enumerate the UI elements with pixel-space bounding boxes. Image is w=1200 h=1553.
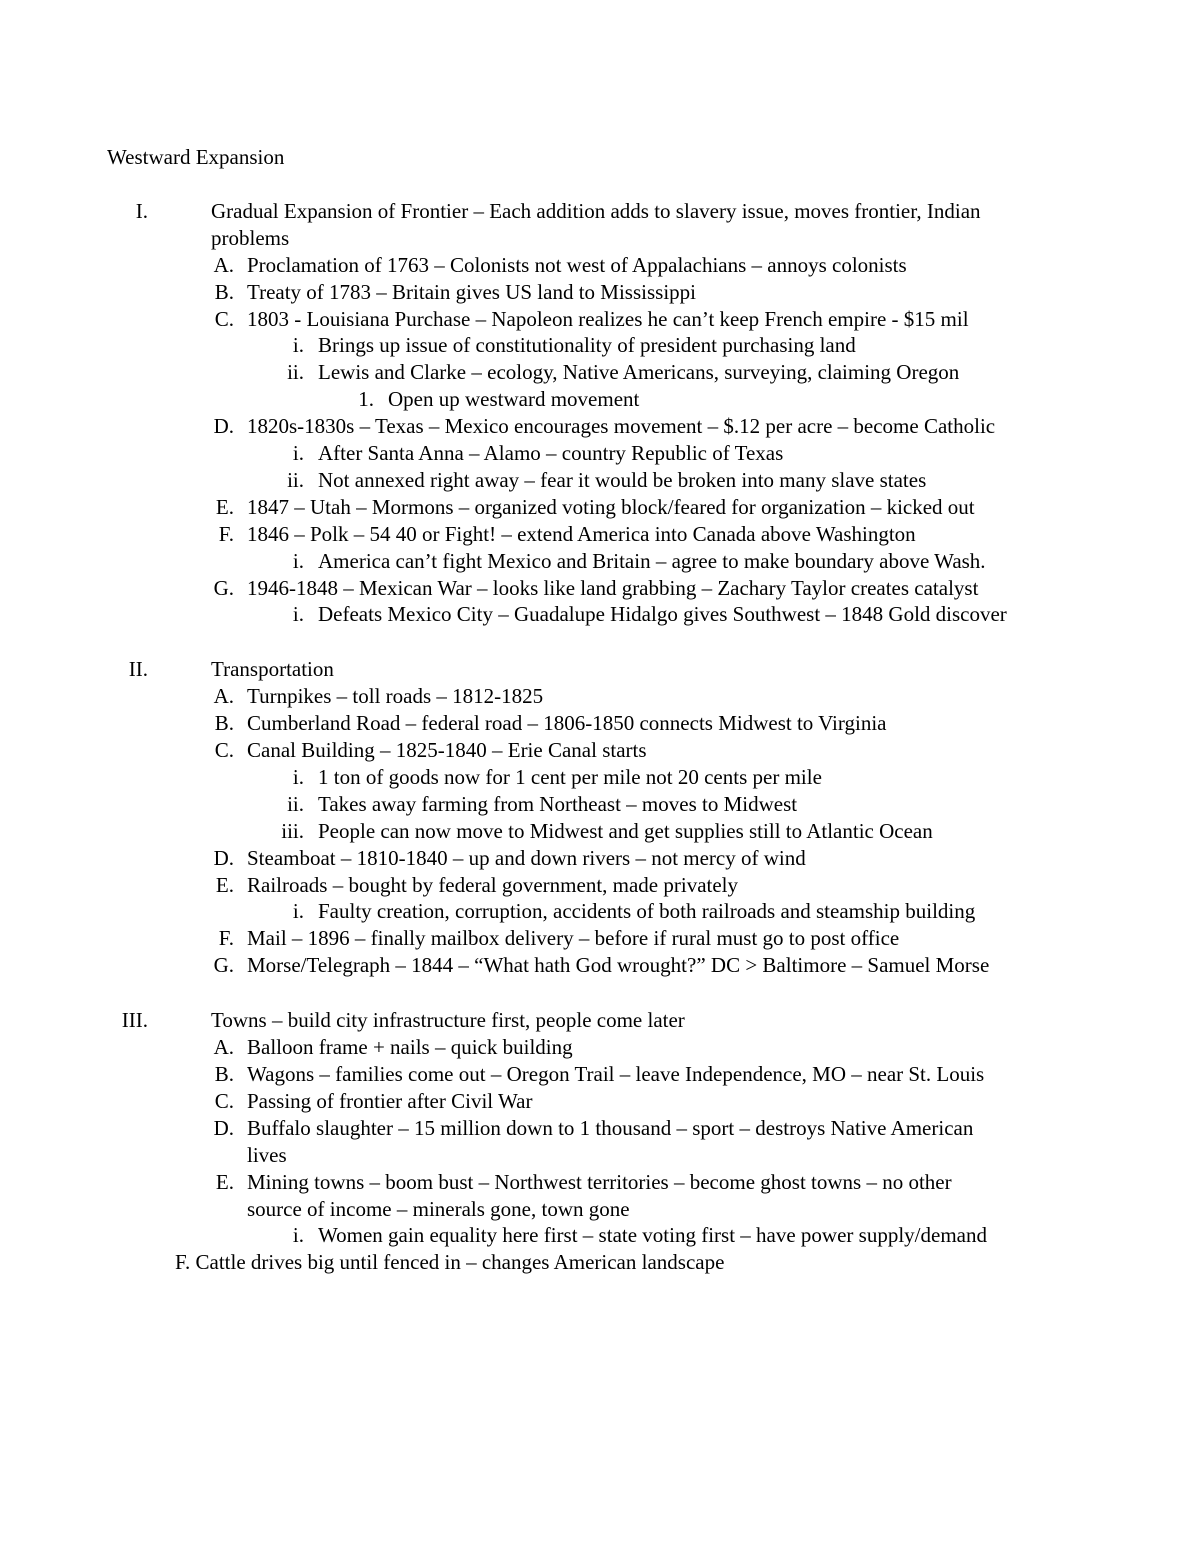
item-text: Canal Building – 1825-1840 – Erie Canal starts xyxy=(247,738,647,762)
item-marker: D. xyxy=(213,846,234,870)
subitem-text: 1 ton of goods now for 1 cent per mile not 20 cents per mile xyxy=(318,765,822,789)
item-text: Balloon frame + nails – quick building xyxy=(247,1035,573,1059)
item-text: Buffalo slaughter – 15 million down to 1 thousand – sport – destroys Native American xyxy=(247,1116,974,1140)
section-heading: problems xyxy=(211,226,290,250)
item-marker: C. xyxy=(214,1089,234,1113)
section-numeral: III. xyxy=(121,1008,148,1032)
document-title: Westward Expansion xyxy=(107,145,285,169)
item-text: Steamboat – 1810-1840 – up and down rivers – not mercy of wind xyxy=(247,846,806,870)
subsubitem-text: Open up westward movement xyxy=(388,387,640,411)
item-marker: F. xyxy=(218,522,234,546)
subitem-marker: i. xyxy=(292,1223,304,1247)
section-heading: Gradual Expansion of Frontier – Each addition adds to slavery issue, moves frontier, Indian xyxy=(211,199,981,223)
item-marker: C. xyxy=(214,738,234,762)
item-text: source of income – minerals gone, town gone xyxy=(247,1197,630,1221)
item-marker: B. xyxy=(214,711,234,735)
subitem-marker: i. xyxy=(292,765,304,789)
subitem-marker: iii. xyxy=(281,819,304,843)
item-text: Mining towns – boom bust – Northwest territories – become ghost towns – no other xyxy=(247,1170,952,1194)
item-marker: E. xyxy=(215,1170,234,1194)
subitem-marker: i. xyxy=(292,549,304,573)
subitem-marker: ii. xyxy=(287,792,304,816)
subitem-marker: ii. xyxy=(287,468,304,492)
item-text: Railroads – bought by federal government, made privately xyxy=(247,873,739,897)
item-marker: E. xyxy=(215,495,234,519)
subitem-text: Lewis and Clarke – ecology, Native Americans, surveying, claiming Oregon xyxy=(318,360,960,384)
subitem-marker: ii. xyxy=(287,360,304,384)
item-text: lives xyxy=(247,1143,287,1167)
item-text: 1820s-1830s – Texas – Mexico encourages movement – $.12 per acre – become Catholic xyxy=(247,414,996,438)
subitem-text: Defeats Mexico City – Guadalupe Hidalgo gives Southwest – 1848 Gold discover xyxy=(318,602,1007,626)
subitem-text: People can now move to Midwest and get supplies still to Atlantic Ocean xyxy=(318,819,933,843)
item-text: Mail – 1896 – finally mailbox delivery – before if rural must go to post office xyxy=(247,926,900,950)
item-text: 1847 – Utah – Mormons – organized voting block/feared for organization – kicked out xyxy=(247,495,975,519)
subsubitem-marker: 1. xyxy=(358,387,374,411)
item-marker: C. xyxy=(214,307,234,331)
item-marker: E. xyxy=(215,873,234,897)
subitem-marker: i. xyxy=(292,333,304,357)
subitem-marker: i. xyxy=(292,602,304,626)
item-text: Turnpikes – toll roads – 1812-1825 xyxy=(247,684,544,708)
item-marker: F. xyxy=(218,926,234,950)
item-marker: G. xyxy=(213,576,234,600)
subitem-text: Not annexed right away – fear it would be broken into many slave states xyxy=(318,468,927,492)
item-text: 1946-1848 – Mexican War – looks like land grabbing – Zachary Taylor creates catalyst xyxy=(247,576,979,600)
trailing-item: F. Cattle drives big until fenced in – changes American landscape xyxy=(175,1250,725,1274)
subitem-marker: i. xyxy=(292,899,304,923)
item-marker: D. xyxy=(213,1116,234,1140)
item-marker: A. xyxy=(213,253,234,277)
item-text: Passing of frontier after Civil War xyxy=(247,1089,533,1113)
section-heading: Transportation xyxy=(211,657,334,681)
subitem-text: After Santa Anna – Alamo – country Republic of Texas xyxy=(318,441,784,465)
subitem-marker: i. xyxy=(292,441,304,465)
subitem-text: Women gain equality here first – state voting first – have power supply/demand xyxy=(318,1223,987,1247)
subitem-text: Faulty creation, corruption, accidents of both railroads and steamship building xyxy=(318,899,976,923)
item-marker: B. xyxy=(214,1062,234,1086)
item-text: Wagons – families come out – Oregon Trail – leave Independence, MO – near St. Louis xyxy=(247,1062,985,1086)
section-numeral: II. xyxy=(128,657,148,681)
item-text: 1846 – Polk – 54 40 or Fight! – extend America into Canada above Washington xyxy=(247,522,916,546)
section-numeral: I. xyxy=(135,199,148,223)
item-text: Cumberland Road – federal road – 1806-1850 connects Midwest to Virginia xyxy=(247,711,887,735)
subitem-text: America can’t fight Mexico and Britain – agree to make boundary above Wash. xyxy=(318,549,986,573)
subitem-text: Brings up issue of constitutionality of president purchasing land xyxy=(318,333,856,357)
item-text: Proclamation of 1763 – Colonists not west of Appalachians – annoys colonists xyxy=(247,253,907,277)
item-text: Morse/Telegraph – 1844 – “What hath God wrought?” DC > Baltimore – Samuel Morse xyxy=(247,953,990,977)
item-text: 1803 - Louisiana Purchase – Napoleon realizes he can’t keep French empire - $15 mil xyxy=(247,307,969,331)
item-marker: A. xyxy=(213,684,234,708)
item-text: Treaty of 1783 – Britain gives US land to Mississippi xyxy=(247,280,696,304)
item-marker: G. xyxy=(213,953,234,977)
item-marker: A. xyxy=(213,1035,234,1059)
subitem-text: Takes away farming from Northeast – moves to Midwest xyxy=(318,792,798,816)
item-marker: D. xyxy=(213,414,234,438)
section-heading: Towns – build city infrastructure first, people come later xyxy=(211,1008,685,1032)
item-marker: B. xyxy=(214,280,234,304)
